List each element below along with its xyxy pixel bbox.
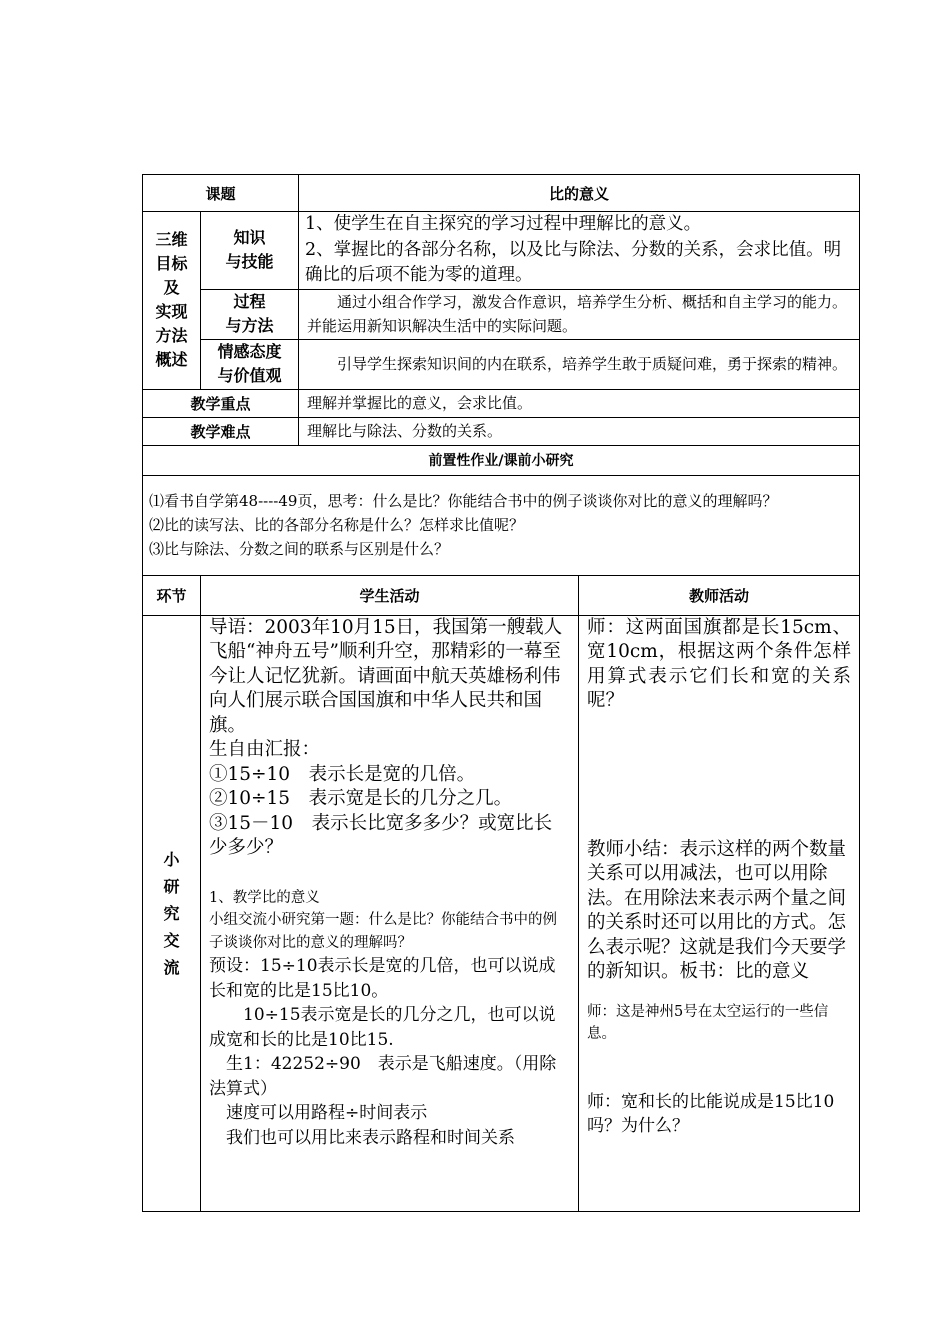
pre-study-item: ⑴看书自学第48----49页，思考：什么是比？你能结合书中的例子谈谈你对比的意义的理解吗？ bbox=[149, 492, 778, 510]
topic-value: 比的意义 bbox=[299, 175, 860, 212]
process-label: 过程 与方法 bbox=[201, 289, 299, 339]
difficulty-label: 教学难点 bbox=[143, 417, 299, 445]
student-1-text: 生1：42252÷90 表示是飞船速度。（用除法算式） bbox=[209, 1054, 557, 1099]
question-text: 小组交流小研究第一题：什么是比？你能结合书中的例子谈谈你对比的意义的理解吗？ bbox=[209, 912, 557, 951]
emotion-label: 情感态度 与价值观 bbox=[201, 339, 299, 389]
stage-header: 环节 bbox=[143, 575, 201, 615]
knowledge-text: 1、使学生在自主探究的学习过程中理解比的意义。 2、掌握比的各部分名称，以及比与除法、分数的关系，会求比值。明确比的后项不能为零的道理。 bbox=[299, 212, 860, 290]
stage-label: 小 研 究 交 流 bbox=[143, 615, 201, 1211]
preset-text-2: 10÷15表示宽是长的几分之几，也可以说成宽和长的比是10比15. bbox=[209, 1005, 556, 1050]
pre-study-item: ⑵比的读写法、比的各部分名称是什么？怎样求比值呢？ bbox=[149, 516, 525, 534]
pre-study-title: 前置性作业/课前小研究 bbox=[143, 445, 860, 475]
teacher-q1: 师：这两面国旗都是长15cm、宽10cm，根据这两个条件怎样用算式表示它们长和宽的关系呢？ bbox=[587, 616, 851, 711]
topic-label: 课题 bbox=[143, 175, 299, 212]
activity-table bbox=[142, 575, 860, 1212]
section-title: 1、教学比的意义 bbox=[209, 889, 320, 906]
report-item: ②10÷15 表示宽是长的几分之几。 bbox=[209, 788, 513, 809]
teacher-summary: 教师小结：表示这样的两个数量关系可以用减法，也可以用除法。在用除法来表示两个量之间的关系时还可以用比的方式。怎么表示呢？这就是我们今天要学的新知识。板书：比的意义 bbox=[587, 838, 847, 982]
student-activity-cell bbox=[201, 615, 579, 1211]
teacher-activity-header: 教师活动 bbox=[579, 575, 860, 615]
difficulty-text: 理解比与除法、分数的关系。 bbox=[299, 417, 860, 445]
pre-study-item: ⑶比与除法、分数之间的联系与区别是什么？ bbox=[149, 540, 450, 558]
report-item: ①15÷10 表示长是宽的几倍。 bbox=[209, 763, 476, 785]
teacher-q2: 师：宽和长的比能说成是15比10吗？为什么？ bbox=[587, 1091, 835, 1136]
report-title: 生自由汇报： bbox=[209, 739, 321, 760]
teacher-info: 师：这是神州5号在太空运行的一些信息。 bbox=[587, 1003, 829, 1042]
student-activity-header: 学生活动 bbox=[201, 575, 579, 615]
intro-text: 导语：2003年10月15日，我国第一艘载人飞船“神舟五号”顺利升空，那精彩的一幕至今让人记忆犹新。请画面中航天英雄杨利伟向人们展示联合国国旗和中华人民共和国旗。 bbox=[209, 616, 563, 736]
preset-text: 预设：15÷10表示长是宽的几倍，也可以说成长和宽的比是15比10。 bbox=[209, 956, 556, 1001]
lesson-plan-page bbox=[142, 174, 859, 1212]
report-item: ③15－10 表示长比宽多多少？或宽比长少多少？ bbox=[209, 812, 553, 858]
objectives-side-label: 三维 目标 及 实现 方法 概述 bbox=[143, 212, 201, 390]
ratio-use-text: 我们也可以用比来表示路程和时间关系 bbox=[226, 1127, 515, 1148]
emotion-text: 引导学生探索知识间的内在联系，培养学生敢于质疑问难，勇于探索的精神。 bbox=[299, 339, 860, 389]
pre-study-items bbox=[143, 475, 860, 575]
key-point-text: 理解并掌握比的意义，会求比值。 bbox=[299, 389, 860, 417]
knowledge-label: 知识 与技能 bbox=[201, 212, 299, 290]
key-point-label: 教学重点 bbox=[143, 389, 299, 417]
lesson-info-table bbox=[142, 174, 860, 576]
speed-text: 速度可以用路程÷时间表示 bbox=[226, 1103, 428, 1123]
teacher-activity-cell bbox=[579, 615, 860, 1211]
process-text: 通过小组合作学习，激发合作意识，培养学生分析、概括和自主学习的能力。并能运用新知识解决生活中的实际问题。 bbox=[299, 289, 860, 339]
